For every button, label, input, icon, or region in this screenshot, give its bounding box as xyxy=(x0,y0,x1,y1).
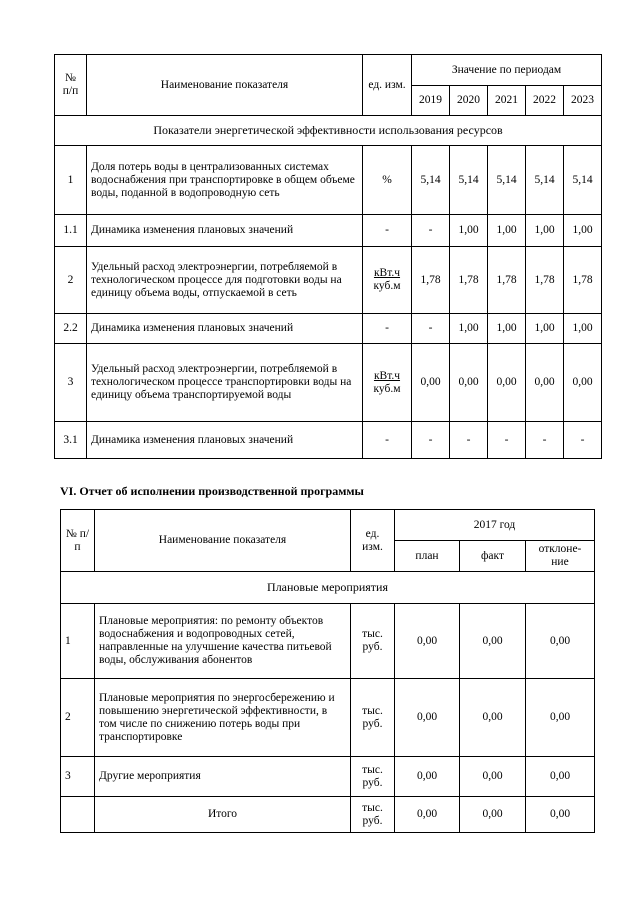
row-plan: 0,00 xyxy=(395,757,460,797)
section-heading: VI. Отчет об исполнении производственной программы xyxy=(60,484,364,498)
row-plan: 0,00 xyxy=(395,604,460,679)
row-value: 0,00 xyxy=(526,344,564,422)
section-title: Показатели энергетической эффективности использования ресурсов xyxy=(55,116,602,146)
header-plan: план xyxy=(395,541,460,572)
header-year: 2022 xyxy=(526,86,564,116)
header-periods: Значение по периодам xyxy=(412,55,602,86)
row-value: 1,78 xyxy=(488,247,526,314)
section-title: Плановые мероприятия xyxy=(61,572,595,604)
row-value: 5,14 xyxy=(488,146,526,215)
row-value: 0,00 xyxy=(488,344,526,422)
row-unit: тыс. руб. xyxy=(351,604,395,679)
indicators-table xyxy=(54,54,602,459)
row-value: 1,00 xyxy=(450,215,488,247)
header-fact: факт xyxy=(460,541,526,572)
row-deviation: 0,00 xyxy=(526,797,595,833)
header-year: 2019 xyxy=(412,86,450,116)
row-unit: тыс. руб. xyxy=(351,757,395,797)
row-unit: тыс. руб. xyxy=(351,797,395,833)
row-unit: тыс. руб. xyxy=(351,679,395,757)
row-value: 1,00 xyxy=(564,215,602,247)
row-num: 1.1 xyxy=(55,215,87,247)
row-num: 1 xyxy=(55,146,87,215)
row-value: 1,00 xyxy=(450,314,488,344)
row-num xyxy=(61,797,95,833)
table-row xyxy=(55,146,602,215)
row-value: 1,00 xyxy=(526,215,564,247)
row-value: - xyxy=(526,422,564,459)
table-row xyxy=(55,215,602,247)
row-num: 2.2 xyxy=(55,314,87,344)
header-year: 2020 xyxy=(450,86,488,116)
row-name: Удельный расход электроэнергии, потребляемой в технологическом процессе транспортировки воды на единицу объема транспортируемой воды xyxy=(87,344,363,422)
row-fact: 0,00 xyxy=(460,797,526,833)
table-row xyxy=(55,422,602,459)
row-value: - xyxy=(412,215,450,247)
row-value: - xyxy=(450,422,488,459)
row-num: 3 xyxy=(61,757,95,797)
row-num: 3.1 xyxy=(55,422,87,459)
row-name: Динамика изменения плановых значений xyxy=(87,314,363,344)
row-unit: кВт.ч куб.м xyxy=(363,247,412,314)
row-value: 0,00 xyxy=(412,344,450,422)
row-unit: кВт.ч куб.м xyxy=(363,344,412,422)
table-row xyxy=(55,247,602,314)
header-year: 2017 год xyxy=(395,510,595,541)
program-report-table xyxy=(60,509,595,833)
row-value: 1,78 xyxy=(450,247,488,314)
row-deviation: 0,00 xyxy=(526,757,595,797)
header-name: Наименование показателя xyxy=(95,510,351,572)
row-value: 1,78 xyxy=(564,247,602,314)
row-deviation: 0,00 xyxy=(526,604,595,679)
row-name: Плановые мероприятия по энергосбережению и повышению энергетической эффективности, в том числе по снижению потерь воды при транспортировке xyxy=(95,679,351,757)
header-unit: ед. изм. xyxy=(363,55,412,116)
row-value: - xyxy=(488,422,526,459)
row-name: Другие мероприятия xyxy=(95,757,351,797)
row-unit: - xyxy=(363,215,412,247)
row-value: 0,00 xyxy=(564,344,602,422)
row-value: 5,14 xyxy=(564,146,602,215)
row-fact: 0,00 xyxy=(460,757,526,797)
row-value: 1,00 xyxy=(564,314,602,344)
row-name: Удельный расход электроэнергии, потребляемой в технологическом процессе для подготовки воды на единицу объема воды, отпускаемой в сеть xyxy=(87,247,363,314)
header-num: № п/п xyxy=(55,55,87,116)
row-value: 1,78 xyxy=(412,247,450,314)
row-unit: - xyxy=(363,422,412,459)
table-row xyxy=(61,757,595,797)
header-name: Наименование показателя xyxy=(87,55,363,116)
row-value: 5,14 xyxy=(450,146,488,215)
row-value: - xyxy=(412,314,450,344)
row-fact: 0,00 xyxy=(460,679,526,757)
total-row xyxy=(61,797,595,833)
row-name: Динамика изменения плановых значений xyxy=(87,215,363,247)
row-value: 5,14 xyxy=(412,146,450,215)
row-plan: 0,00 xyxy=(395,797,460,833)
total-label: Итого xyxy=(95,797,351,833)
row-num: 2 xyxy=(61,679,95,757)
row-num: 3 xyxy=(55,344,87,422)
row-value: 0,00 xyxy=(450,344,488,422)
row-value: 1,78 xyxy=(526,247,564,314)
row-name: Плановые мероприятия: по ремонту объектов водоснабжения и водопроводных сетей, направленные на улучшение качества питьевой воды, обслуживания абонентов xyxy=(95,604,351,679)
row-name: Доля потерь воды в централизованных системах водоснабжения при транспортировке в общем объеме воды, поданной в водопроводную сеть xyxy=(87,146,363,215)
table-row xyxy=(55,314,602,344)
row-num: 2 xyxy=(55,247,87,314)
table-row xyxy=(55,344,602,422)
table-row xyxy=(61,604,595,679)
row-value: 1,00 xyxy=(488,215,526,247)
row-plan: 0,00 xyxy=(395,679,460,757)
row-unit: % xyxy=(363,146,412,215)
header-unit: ед. изм. xyxy=(351,510,395,572)
row-value: - xyxy=(564,422,602,459)
row-deviation: 0,00 xyxy=(526,679,595,757)
header-year: 2023 xyxy=(564,86,602,116)
header-year: 2021 xyxy=(488,86,526,116)
row-num: 1 xyxy=(61,604,95,679)
table-row xyxy=(61,679,595,757)
row-unit: - xyxy=(363,314,412,344)
row-value: 5,14 xyxy=(526,146,564,215)
header-num: № п/п xyxy=(61,510,95,572)
row-fact: 0,00 xyxy=(460,604,526,679)
row-value: 1,00 xyxy=(488,314,526,344)
row-value: 1,00 xyxy=(526,314,564,344)
header-deviation: отклоне-ние xyxy=(526,541,595,572)
row-value: - xyxy=(412,422,450,459)
row-name: Динамика изменения плановых значений xyxy=(87,422,363,459)
